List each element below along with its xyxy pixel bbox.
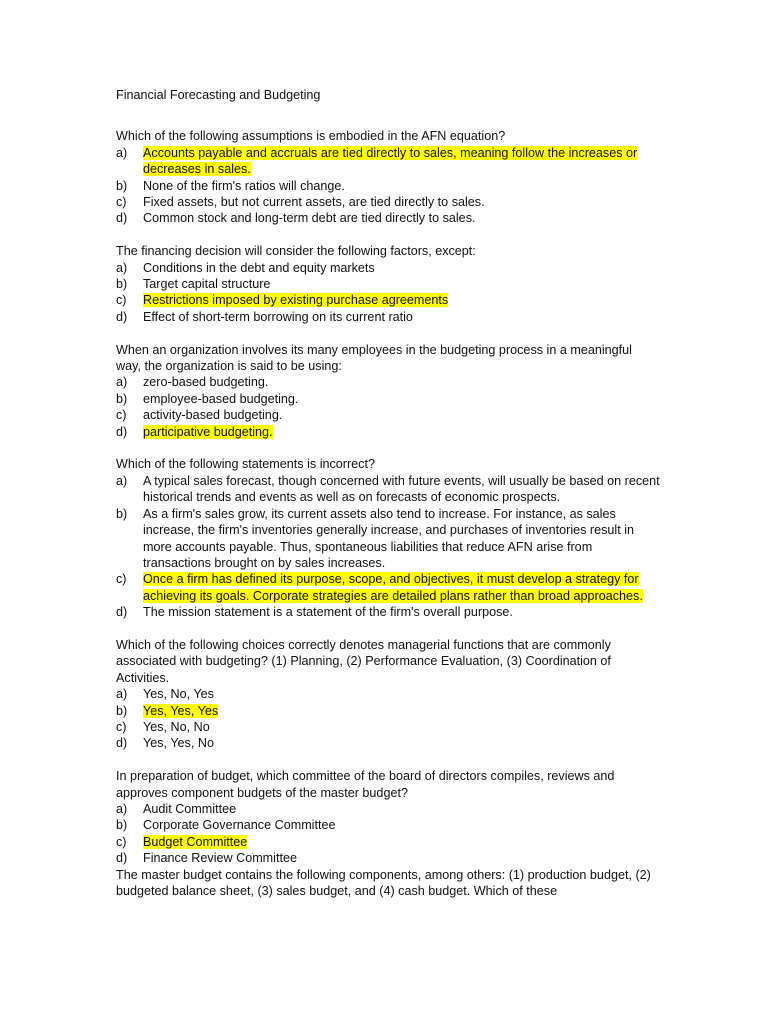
option-letter: b) — [116, 703, 128, 718]
option-text: As a firm's sales grow, its current assets also tend to increase. For instance, as sales increase, the firm's inventories generally increase, and purchases of inventories result in more accounts payable. Thus, spontaneous liabilities that reduce AFN arise from transactions brought on by sales increases. — [143, 506, 635, 570]
option-text: Common stock and long-term debt are tied directly to sales. — [143, 211, 476, 226]
option-letter: a) — [116, 375, 128, 390]
option-c — [116, 834, 660, 850]
highlighted-answer: Budget Committee — [143, 834, 248, 849]
question-6 — [116, 768, 660, 866]
option-d — [116, 424, 660, 440]
option-letter: d) — [116, 736, 128, 751]
option-text: None of the firm's ratios will change. — [143, 178, 345, 193]
option-a — [116, 145, 660, 178]
option-text: Yes, No, Yes — [143, 687, 214, 702]
option-b — [116, 276, 660, 292]
option-letter: a) — [116, 473, 128, 488]
question-1 — [116, 128, 660, 226]
option-d — [116, 735, 660, 751]
option-d — [116, 850, 660, 866]
highlighted-answer: Restrictions imposed by existing purchase agreements — [143, 293, 449, 308]
option-letter: b) — [116, 506, 128, 521]
question-stem: In preparation of budget, which committee of the board of directors compiles, reviews and approves component budgets of the master budget? — [116, 769, 615, 800]
option-letter: b) — [116, 178, 128, 193]
question-3 — [116, 342, 660, 440]
option-letter: b) — [116, 818, 128, 833]
option-text — [143, 834, 660, 850]
option-b — [116, 817, 660, 833]
option-letter: c) — [116, 408, 127, 423]
question-7 — [116, 867, 660, 900]
document-title: Financial Forecasting and Budgeting — [116, 88, 321, 102]
option-text — [143, 292, 660, 308]
highlighted-answer: participative budgeting. — [143, 424, 273, 439]
option-text: Yes, Yes, No — [143, 736, 214, 751]
option-text: The mission statement is a statement of the firm's overall purpose. — [143, 605, 513, 620]
option-text: zero-based budgeting. — [143, 375, 269, 390]
highlighted-answer: Accounts payable and accruals are tied directly to sales, meaning follow the increases or decreases in sales. — [143, 145, 638, 177]
option-c — [116, 571, 660, 604]
option-a — [116, 686, 660, 702]
option-b — [116, 703, 660, 719]
option-text: Target capital structure — [143, 277, 271, 292]
option-b — [116, 178, 660, 194]
option-text: Effect of short-term borrowing on its current ratio — [143, 309, 413, 324]
option-c — [116, 194, 660, 210]
question-stem: The master budget contains the following components, among others: (1) production budget, (2) budgeted balance sheet, (3) sales budget, and (4) cash budget. Which of these — [116, 867, 651, 899]
option-letter: c) — [116, 293, 127, 308]
question-stem: Which of the following choices correctly denotes managerial functions that are commonly associated with budgeting? (1) Planning, (2) Performance Evaluation, (3) Coordination of Activities. — [116, 637, 611, 685]
option-letter: c) — [116, 834, 127, 849]
option-text — [143, 703, 660, 719]
option-d — [116, 309, 660, 325]
option-a — [116, 801, 660, 817]
highlighted-answer: Yes, Yes, Yes — [143, 703, 219, 718]
option-letter: d) — [116, 309, 128, 324]
option-letter: d) — [116, 424, 128, 439]
option-text: Yes, No, No — [143, 719, 210, 734]
option-letter: c) — [116, 572, 127, 587]
option-letter: a) — [116, 801, 128, 816]
option-letter: d) — [116, 211, 128, 226]
option-letter: a) — [116, 145, 128, 160]
option-text: activity-based budgeting. — [143, 408, 283, 423]
option-letter: a) — [116, 260, 128, 275]
question-2 — [116, 243, 660, 325]
highlighted-answer: Once a firm has defined its purpose, scope, and objectives, it must develop a strategy for achieving its goals. Corporate strategies are detailed plans rather than broad approaches. — [143, 572, 643, 603]
question-stem: Which of the following assumptions is embodied in the AFN equation? — [116, 129, 506, 144]
question-stem: The financing decision will consider the following factors, except: — [116, 244, 476, 259]
option-text: Corporate Governance Committee — [143, 818, 336, 833]
option-text: A typical sales forecast, though concerned with future events, will usually be based on recent historical trends and events as well as on forecasts of economic prospects. — [143, 473, 660, 505]
option-letter: a) — [116, 687, 128, 702]
option-b — [116, 506, 660, 572]
option-letter: b) — [116, 277, 128, 292]
option-text — [143, 424, 660, 440]
question-stem: Which of the following statements is incorrect? — [116, 457, 375, 472]
option-c — [116, 292, 660, 308]
option-d — [116, 604, 660, 620]
option-b — [116, 391, 660, 407]
option-text: Fixed assets, but not current assets, are tied directly to sales. — [143, 195, 485, 210]
option-a — [116, 374, 660, 390]
option-a — [116, 473, 660, 506]
option-letter: d) — [116, 605, 128, 620]
option-c — [116, 719, 660, 735]
option-letter: d) — [116, 851, 128, 866]
option-letter: c) — [116, 719, 127, 734]
option-text — [143, 571, 660, 604]
option-letter: b) — [116, 391, 128, 406]
option-letter: c) — [116, 195, 127, 210]
option-text — [143, 145, 660, 178]
question-stem: When an organization involves its many employees in the budgeting process in a meaningful way, the organization is said to be using: — [116, 342, 632, 374]
option-text: employee-based budgeting. — [143, 391, 299, 406]
option-text: Audit Committee — [143, 801, 237, 816]
question-4 — [116, 456, 660, 620]
option-text: Finance Review Committee — [143, 851, 297, 866]
option-d — [116, 210, 660, 226]
option-c — [116, 407, 660, 423]
option-a — [116, 260, 660, 276]
document-content — [116, 87, 660, 899]
option-text: Conditions in the debt and equity markets — [143, 260, 375, 275]
question-5 — [116, 637, 660, 752]
